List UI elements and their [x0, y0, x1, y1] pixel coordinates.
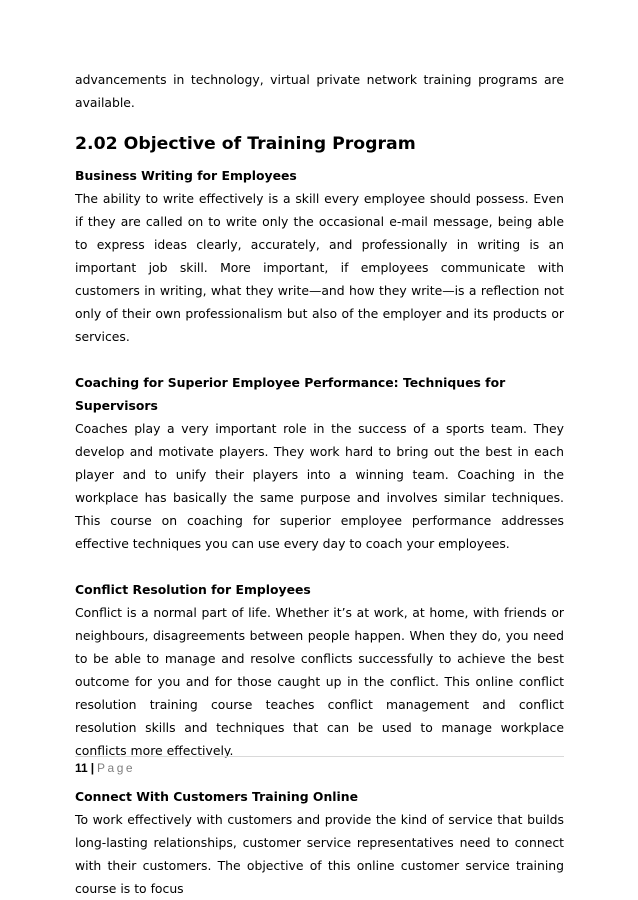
subsection-title: Business Writing for Employees	[75, 168, 297, 183]
subsection-title: Connect With Customers Training Online	[75, 789, 358, 804]
section-connect-customers	[75, 785, 564, 900]
page-number: 11	[75, 761, 88, 775]
section-coaching	[75, 371, 564, 555]
page-footer	[75, 756, 564, 775]
subsection-title: Conflict Resolution for Employees	[75, 582, 311, 597]
section-heading: 2.02 Objective of Training Program	[75, 134, 416, 154]
subsection-body: Coaches play a very important role in the success of a sports team. They develop and motivate players. They work hard to bring out the best in each player and to unify their players into a winning team. Coaching in the workplace has basically the same purpose and involves similar techniques. This course on coaching for superior employee performance addresses effective techniques you can use every day to coach your employees.	[75, 421, 564, 551]
section-conflict-resolution	[75, 578, 564, 762]
subsection-title: Coaching for Superior Employee Performance: Techniques for Supervisors	[75, 375, 506, 413]
subsection-body: Conflict is a normal part of life. Whether it’s at work, at home, with friends or neighbours, disagreements between people happen. When they do, you need to be able to manage and resolve conflicts successfully to achieve the best outcome for you and for those caught up in the conflict. This online conflict resolution training course teaches conflict management and conflict resolution skills and techniques that can be used to manage workplace conflicts more effectively.	[75, 605, 564, 758]
section-business-writing	[75, 164, 564, 348]
subsection-body: The ability to write effectively is a skill every employee should possess. Even if they are called on to write only the occasional e-mail message, being able to express ideas clearly, accurately, and professionally in writing is an important job skill. More important, if employees communicate with customers in writing, what they write—and how they write—is a reflection not only of their own professionalism but also of the employer and its products or services.	[75, 191, 564, 344]
footer-separator: |	[90, 761, 95, 775]
document-page	[75, 68, 564, 900]
page-label: Page	[97, 761, 136, 775]
intro-paragraph: advancements in technology, virtual private network training programs are available.	[75, 72, 564, 110]
subsection-body: To work effectively with customers and provide the kind of service that builds long-lasting relationships, customer service representatives need to connect with their customers. The objective of this online customer service training course is to focus	[75, 812, 564, 896]
